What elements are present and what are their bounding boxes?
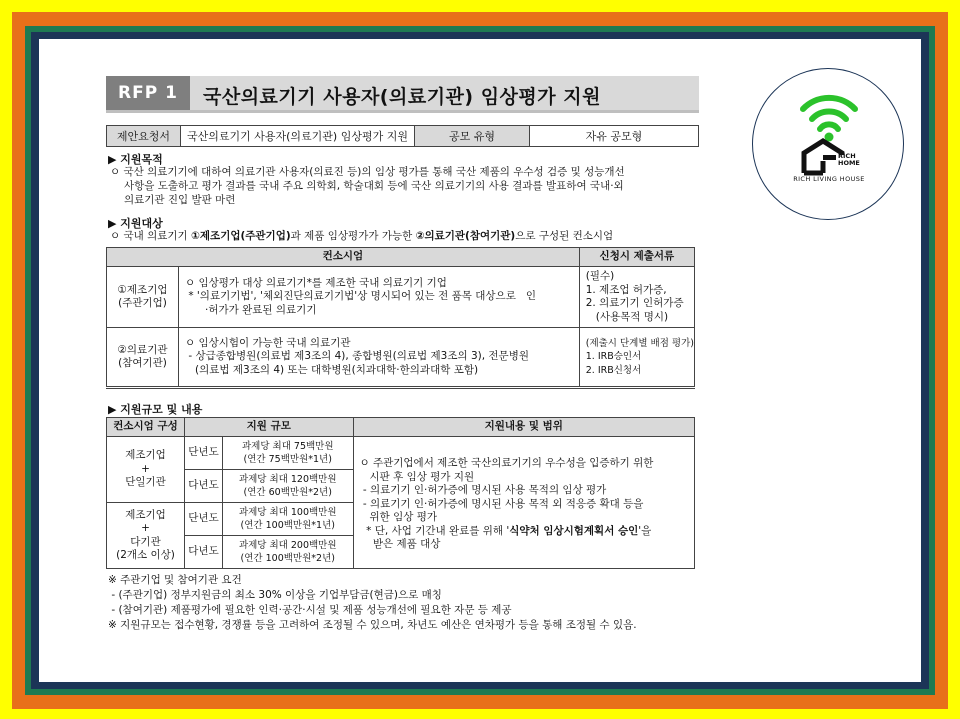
purpose-line: 의료기관 진입 발판 마련 <box>124 194 236 206</box>
target-intro-mid: 과 제품 임상평가가 가능한 <box>290 230 416 242</box>
support-note-line: 받은 제품 대상 <box>359 538 441 550</box>
composition-line: + <box>141 462 150 475</box>
composition-line: 제조기업 <box>125 508 166 521</box>
composition-multi <box>107 503 185 569</box>
support-content-line: 시판 후 임상 평가 지원 <box>359 470 475 483</box>
logo-graphic <box>753 69 905 221</box>
consortium-table <box>106 247 695 389</box>
note-line: - (주관기업) 정부지원금의 최소 30% 이상을 기업부담금(현금)으로 매칭 <box>108 589 442 601</box>
note-line: ※ 주관기업 및 참여기관 요건 <box>108 574 242 586</box>
composition-line: 단일기관 <box>125 476 166 489</box>
notes-block <box>108 573 637 633</box>
slide-content <box>39 39 921 682</box>
purpose-line: 사항을 도출하고 평가 결과를 국내 주요 의학회, 학술대회 등에 국산 의료기기의 사용 결과를 발표하여 국내·외 <box>124 180 624 192</box>
amount-line: (연간 100백만원*2년) <box>240 553 335 564</box>
scale-heading: ▶ 지원규모 및 내용 <box>108 403 203 416</box>
logo-name-line: HOME <box>838 159 860 167</box>
amount-cell <box>223 470 354 503</box>
amount-line: (연간 60백만원*2년) <box>243 487 332 498</box>
note-line: - (참여기관) 제품평가에 필요한 인력·공간·시설 및 제품 성능개선에 필요한 자문 등 제공 <box>108 604 512 616</box>
consortium-row-label <box>107 267 179 328</box>
support-content-line: ㅇ 주관기업에서 제조한 국산의료기기의 우수성을 입증하기 위한 <box>359 457 654 469</box>
target-intro-post: 으로 구성된 컨소시엄 <box>515 230 614 242</box>
proposal-label: 제안요청서 <box>107 126 181 147</box>
note-post: '을 <box>638 524 652 537</box>
document-line: 2. 의료기기 인허가증 <box>585 297 684 309</box>
document-line: 2. IRB신청서 <box>585 364 642 376</box>
scale-table <box>106 417 695 569</box>
support-content-line: - 의료기기 인·허가증에 명시된 사용 목적의 임상 평가 <box>359 484 607 496</box>
rich-home-logo <box>752 68 904 220</box>
consortium-row-content <box>179 267 580 328</box>
consortium-row-label <box>107 328 179 388</box>
support-content-line: 위한 임상 평가 <box>359 511 438 523</box>
period-cell: 단년도 <box>185 503 223 536</box>
target-heading: ▶ 지원대상 <box>108 217 163 230</box>
support-note-line <box>360 525 695 539</box>
scale-header: 지원 규모 <box>185 418 354 437</box>
content-line: (의료법 제3조의 4) 또는 대학병원(치과대학·한의과대학 포함) <box>185 363 479 376</box>
amount-line: 과제당 최대 120백만원 <box>238 473 337 485</box>
composition-line: + <box>141 522 150 534</box>
amount-line: (연간 75백만원*1년) <box>243 454 332 465</box>
document-line: 1. IRB승인서 <box>585 351 642 363</box>
row-label-line: (참여기관) <box>118 357 167 369</box>
composition-header: 컨소시엄 구성 <box>107 418 185 437</box>
purpose-heading: ▶ 지원목적 <box>108 153 163 166</box>
content-header: 지원내용 및 범위 <box>353 418 695 437</box>
rfp-badge: RFP 1 <box>106 76 190 110</box>
amount-cell <box>223 503 354 536</box>
amount-cell <box>223 437 354 470</box>
target-intro-bold-1: ①제조기업(주관기업) <box>191 230 291 242</box>
period-cell: 다년도 <box>185 470 223 503</box>
consortium-header: 컨소시엄 <box>107 248 580 267</box>
period-cell: 다년도 <box>185 536 223 569</box>
content-line: ㅇ 임상시험이 가능한 국내 의료기관 <box>185 336 351 349</box>
note-bold: 식약처 임상시험계획서 승인 <box>509 524 639 537</box>
row-label-line: ①제조기업 <box>117 283 168 296</box>
amount-line: (연간 100백만원*1년) <box>240 520 335 531</box>
documents-cell <box>579 328 694 388</box>
document-line: (필수) <box>585 270 615 282</box>
amount-cell <box>223 536 354 569</box>
support-content-cell <box>353 437 695 569</box>
support-content-line: - 의료기기 인·허가증에 명시된 사용 목적 외 적응증 확대 등을 <box>359 497 644 510</box>
document-line: (사용목적 명시) <box>585 310 669 323</box>
content-line: - 상급종합병원(의료법 제3조의 4), 종합병원(의료법 제3조의 3), 전문병원 <box>185 350 529 363</box>
page-title: 국산의료기기 사용자(의료기관) 임상평가 지원 <box>203 86 601 108</box>
note-pre: * 단, 사업 기간내 완료를 위해 ' <box>359 524 510 537</box>
amount-line: 과제당 최대 100백만원 <box>238 506 337 518</box>
purpose-text <box>110 165 625 207</box>
documents-header: 신청시 제출서류 <box>579 248 694 267</box>
consortium-row-content <box>179 328 580 388</box>
proposal-value: 국산의료기기 사용자(의료기관) 임상평가 지원 <box>181 126 415 147</box>
document-line: (제출시 단계별 배점 평가) <box>585 337 694 349</box>
proposal-info-table <box>106 125 699 147</box>
target-intro-pre: ㅇ 국내 의료기기 <box>110 230 192 242</box>
document-line: 1. 제조업 허가증, <box>585 283 667 296</box>
amount-line: 과제당 최대 75백만원 <box>241 440 334 452</box>
content-line: ·허가가 완료된 의료기기 <box>185 303 317 316</box>
content-line: * '의료기기법', '체외진단의료기기법'상 명시되어 있는 전 품목 대상으로 인 <box>185 290 536 303</box>
logo-tagline: RICH LIVING HOUSE <box>793 175 865 183</box>
period-cell: 단년도 <box>185 437 223 470</box>
title-bar <box>106 76 699 113</box>
purpose-line: ㅇ 국산 의료기기에 대하여 의료기관 사용자(의료진 등)의 임상 평가를 통해 국산 제품의 우수성 검증 및 성능개선 <box>110 166 625 178</box>
house-door-icon <box>823 155 836 160</box>
note-line: ※ 지원규모는 접수현황, 경쟁률 등을 고려하여 조정될 수 있으며, 차년도 예산은 연차평가 등을 통해 조정될 수 있음. <box>108 619 637 631</box>
documents-cell <box>579 267 694 328</box>
amount-line: 과제당 최대 200백만원 <box>238 539 337 551</box>
type-value: 자유 공모형 <box>529 126 698 147</box>
target-intro-bold-2: ②의료기관(참여기관) <box>415 230 516 242</box>
row-label-line: (주관기업) <box>118 297 167 309</box>
composition-line: (2개소 이상) <box>116 549 175 561</box>
target-intro <box>110 229 613 243</box>
content-line: ㅇ 임상평가 대상 의료기기*를 제조한 국내 의료기기 기업 <box>185 276 447 289</box>
composition-line: 제조기업 <box>125 449 166 462</box>
composition-line: 다기관 <box>130 535 161 548</box>
logo-name-line: RICH <box>838 152 856 160</box>
wifi-icon <box>803 98 855 129</box>
row-label-line: ②의료기관 <box>117 343 168 356</box>
logo-name <box>838 153 860 167</box>
type-label: 공모 유형 <box>414 126 529 147</box>
composition-single <box>107 437 185 503</box>
